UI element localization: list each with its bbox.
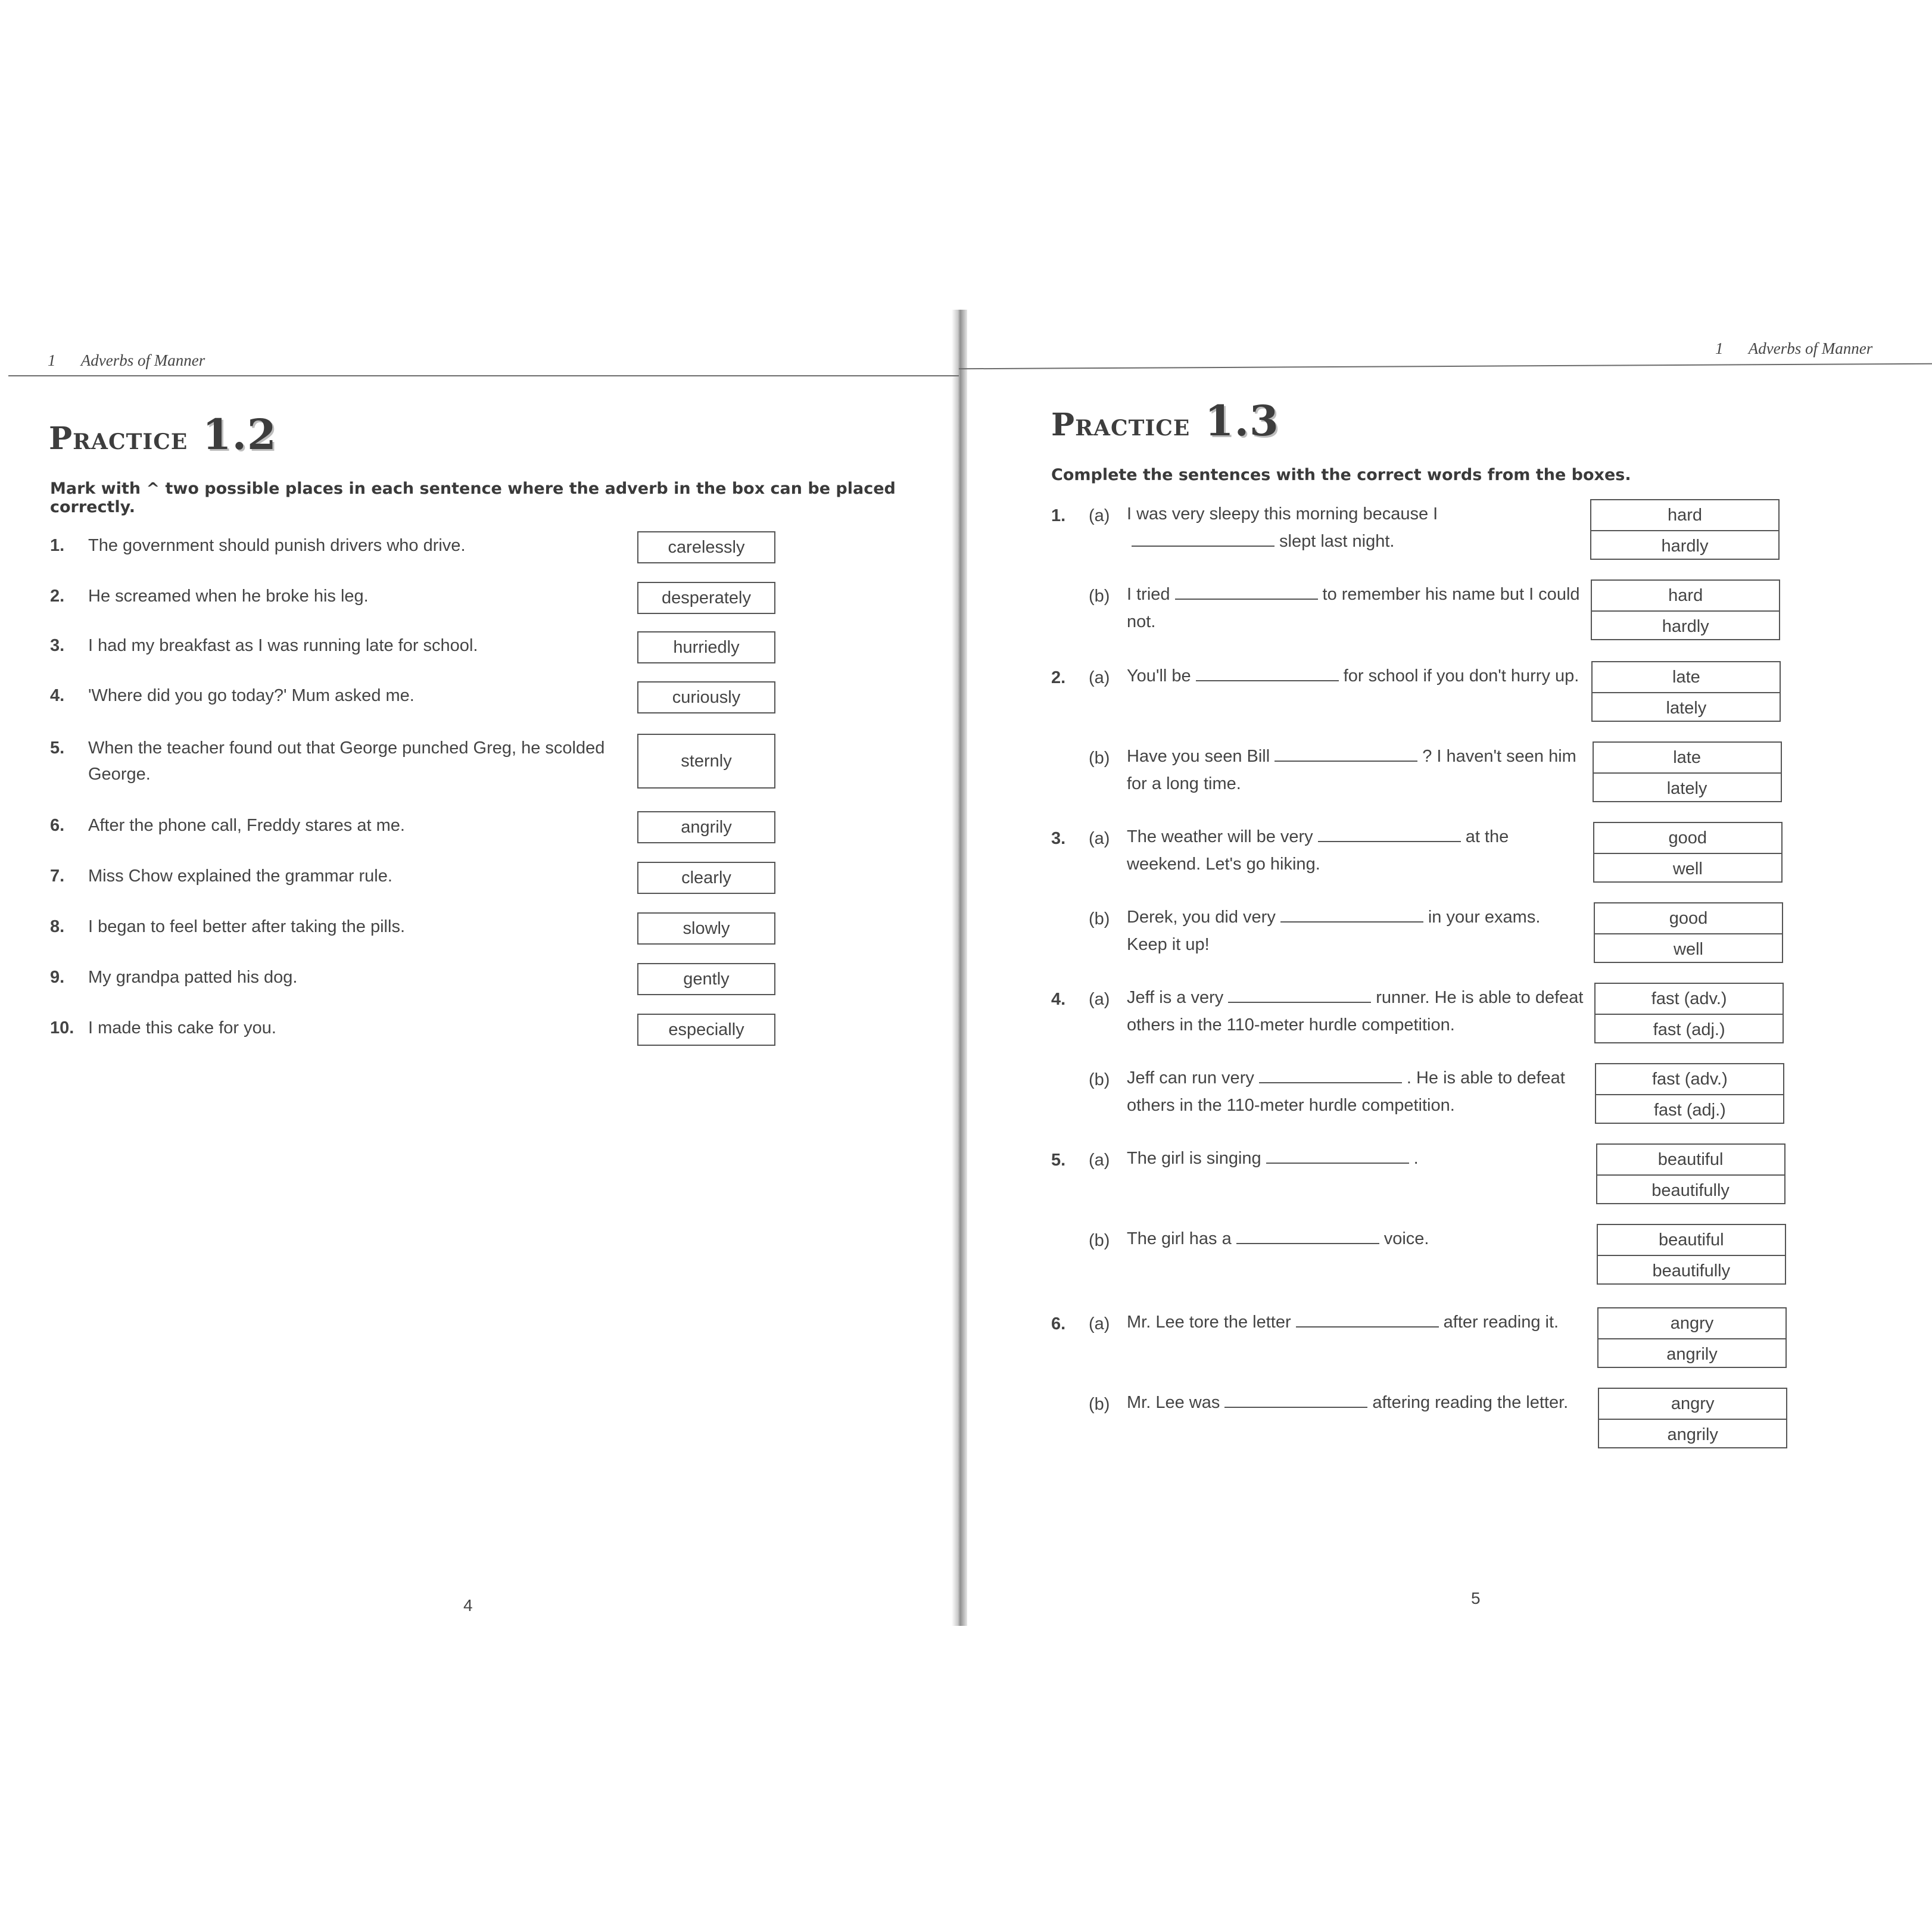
item-number: 10. [50, 1018, 74, 1037]
question-sentence [1127, 1145, 1585, 1172]
question-sentence [1127, 500, 1585, 555]
answer-blank[interactable] [1228, 987, 1371, 1003]
word-option: well [1672, 859, 1703, 878]
question-part: (a) [1089, 829, 1110, 848]
sentence-end: slept last night. [1279, 532, 1395, 551]
sentence-start: I tried [1127, 585, 1170, 604]
adverb-box: sternly [637, 734, 775, 789]
word-option: hard [1592, 581, 1779, 612]
practice-number: 1.2 [202, 410, 277, 459]
question-number: 4. [1051, 990, 1066, 1009]
sentence-end: at the weekend. Let's go hiking. [1127, 827, 1509, 874]
question-sentence [1127, 823, 1585, 878]
question-sentence [1127, 1064, 1585, 1119]
sentence-end: ? I haven't seen him for a long time. [1127, 747, 1576, 793]
sentence-end: for school if you don't hurry up. [1343, 666, 1579, 685]
page-number: 5 [1471, 1589, 1481, 1607]
chapter-number: 1 [48, 351, 56, 369]
answer-blank[interactable] [1280, 907, 1423, 923]
sentence-start: Jeff is a very [1127, 988, 1224, 1007]
item-sentence: My grandpa patted his dog. [88, 968, 298, 987]
item-sentence: I made this cake for you. [88, 1018, 276, 1037]
sentence-end: . [1413, 1149, 1419, 1168]
question-part: (b) [1089, 587, 1110, 606]
running-head [48, 351, 205, 370]
adverb-box: slowly [637, 912, 775, 945]
adverb-box: hurriedly [637, 631, 775, 663]
sentence-start: The weather will be very [1127, 827, 1313, 846]
page-number: 4 [463, 1596, 473, 1615]
right-page [959, 0, 1932, 1932]
word-option: beautifully [1652, 1261, 1731, 1280]
question-part: (b) [1089, 909, 1110, 928]
adverb-box: gently [637, 963, 775, 995]
adverb-box: desperately [637, 582, 775, 614]
sentence-start: Jeff can run very [1127, 1068, 1254, 1087]
word-option: fast (adj.) [1653, 1100, 1726, 1120]
word-option: angry [1599, 1389, 1786, 1420]
sentence-start: Mr. Lee tore the letter [1127, 1313, 1291, 1332]
item-sentence: I began to feel better after taking the pills. [88, 917, 405, 936]
question-part: (a) [1089, 668, 1110, 687]
chapter-title: Adverbs of Manner [80, 351, 205, 369]
answer-blank[interactable] [1224, 1392, 1367, 1408]
word-option: late [1594, 743, 1781, 774]
adverb-box: carelessly [637, 531, 775, 563]
sentence-end: to remember his name but I could not. [1127, 585, 1580, 631]
question-sentence [1127, 1308, 1585, 1336]
header-rule [959, 363, 1932, 370]
question-sentence [1127, 1389, 1585, 1416]
question-part: (a) [1089, 1314, 1110, 1333]
word-option: lately [1666, 698, 1707, 718]
item-number: 1. [50, 536, 65, 555]
practice-word: Practice [49, 420, 188, 457]
item-sentence: 'Where did you go today?' Mum asked me. [88, 686, 415, 705]
word-option: angry [1598, 1308, 1785, 1339]
word-choice-box [1596, 1143, 1785, 1204]
word-choice-box [1591, 579, 1780, 640]
word-option: angrily [1666, 1344, 1718, 1364]
answer-blank[interactable] [1259, 1068, 1402, 1083]
item-sentence: He screamed when he broke his leg. [88, 587, 369, 606]
sentence-end: runner. He is able to defeat others in the 110-meter hurdle competition. [1127, 988, 1584, 1034]
word-option: good [1595, 903, 1782, 934]
sentence-start: You'll be [1127, 666, 1191, 685]
chapter-number: 1 [1715, 339, 1724, 357]
word-option: hard [1591, 500, 1778, 531]
answer-blank[interactable] [1175, 584, 1318, 600]
word-choice-box [1593, 822, 1783, 883]
running-head [1715, 339, 1872, 358]
sentence-start: The girl is singing [1127, 1149, 1261, 1168]
item-number: 5. [50, 738, 65, 758]
sentence-start: The girl has a [1127, 1229, 1232, 1248]
word-choice-box [1591, 661, 1781, 722]
sentence-start: Mr. Lee was [1127, 1393, 1220, 1412]
question-sentence [1127, 581, 1585, 635]
word-option: well [1674, 939, 1703, 959]
question-part: (a) [1089, 1151, 1110, 1170]
sentence-end: . He is able to defeat others in the 110-meter hurdle competition. [1127, 1068, 1565, 1115]
word-option: good [1594, 823, 1781, 854]
question-part: (b) [1089, 1231, 1110, 1250]
item-sentence: I had my breakfast as I was running late for school. [88, 636, 478, 655]
word-option: beautifully [1651, 1180, 1730, 1200]
word-choice-box [1590, 499, 1780, 560]
word-choice-box [1597, 1224, 1786, 1285]
question-sentence [1127, 984, 1585, 1039]
instruction: Mark with ^ two possible places in each sentence where the adverb in the box can be placed correctly. [50, 479, 896, 516]
word-choice-box [1597, 1307, 1787, 1368]
sentence-end: after reading it. [1443, 1313, 1559, 1332]
sentence-start: Derek, you did very [1127, 908, 1276, 927]
item-sentence: The government should punish drivers who drive. [88, 536, 466, 555]
answer-blank[interactable] [1236, 1229, 1379, 1244]
question-sentence [1127, 743, 1585, 797]
instruction: Complete the sentences with the correct words from the boxes. [1051, 466, 1631, 484]
item-number: 6. [50, 816, 65, 835]
item-number: 7. [50, 867, 65, 886]
sentence-end: in your exams. Keep it up! [1127, 908, 1541, 954]
answer-blank[interactable] [1296, 1312, 1439, 1328]
item-sentence: After the phone call, Freddy stares at me. [88, 816, 405, 835]
word-option: beautiful [1597, 1145, 1784, 1176]
word-option: late [1593, 662, 1780, 693]
word-option: fast (adv.) [1596, 984, 1783, 1015]
sentence-end: aftering reading the letter. [1372, 1393, 1569, 1412]
question-sentence [1127, 903, 1585, 958]
question-part: (a) [1089, 506, 1110, 525]
word-option: beautiful [1598, 1225, 1785, 1256]
question-number: 3. [1051, 829, 1066, 848]
answer-blank[interactable] [1196, 666, 1339, 681]
question-part: (a) [1089, 990, 1110, 1009]
header-rule [8, 375, 959, 376]
answer-blank[interactable] [1318, 827, 1461, 842]
adverb-box: especially [637, 1014, 775, 1046]
word-choice-box [1593, 741, 1782, 802]
adverb-box: clearly [637, 862, 775, 894]
question-number: 2. [1051, 668, 1066, 687]
question-part: (b) [1089, 1070, 1110, 1089]
adverb-box: curiously [637, 681, 775, 713]
word-option: fast (adj.) [1653, 1020, 1725, 1039]
word-choice-box [1594, 902, 1783, 963]
item-number: 2. [50, 587, 65, 606]
question-number: 5. [1051, 1151, 1066, 1170]
item-number: 8. [50, 917, 65, 936]
chapter-title: Adverbs of Manner [1748, 339, 1873, 357]
sentence-end: voice. [1383, 1229, 1429, 1248]
word-choice-box [1598, 1388, 1787, 1448]
item-sentence: Miss Chow explained the grammar rule. [88, 867, 392, 886]
answer-blank[interactable] [1266, 1148, 1409, 1164]
word-option: angrily [1667, 1425, 1718, 1444]
question-part: (b) [1089, 749, 1110, 768]
question-sentence [1127, 1225, 1585, 1252]
word-option: hardly [1661, 536, 1709, 556]
word-choice-box [1594, 983, 1784, 1043]
word-option: hardly [1662, 616, 1709, 636]
question-sentence [1127, 662, 1585, 690]
item-number: 4. [50, 686, 65, 705]
question-part: (b) [1089, 1395, 1110, 1414]
word-option: lately [1666, 778, 1707, 798]
item-sentence: When the teacher found out that George punched Greg, he scolded George. [88, 738, 605, 784]
practice-title [49, 410, 277, 459]
item-number: 3. [50, 636, 65, 655]
practice-number: 1.3 [1204, 396, 1279, 445]
left-page [0, 0, 959, 1932]
practice-title [1051, 396, 1279, 445]
sentence-start: Have you seen Bill [1127, 747, 1270, 766]
practice-word: Practice [1051, 407, 1191, 443]
sentence-start: I was very sleepy this morning because I [1127, 504, 1438, 523]
item-number: 9. [50, 968, 65, 987]
question-number: 1. [1051, 506, 1066, 525]
question-number: 6. [1051, 1314, 1066, 1333]
word-option: fast (adv.) [1596, 1064, 1783, 1095]
word-choice-box [1595, 1063, 1784, 1124]
answer-blank[interactable] [1275, 746, 1417, 762]
answer-blank[interactable] [1132, 531, 1275, 547]
adverb-box: angrily [637, 811, 775, 843]
